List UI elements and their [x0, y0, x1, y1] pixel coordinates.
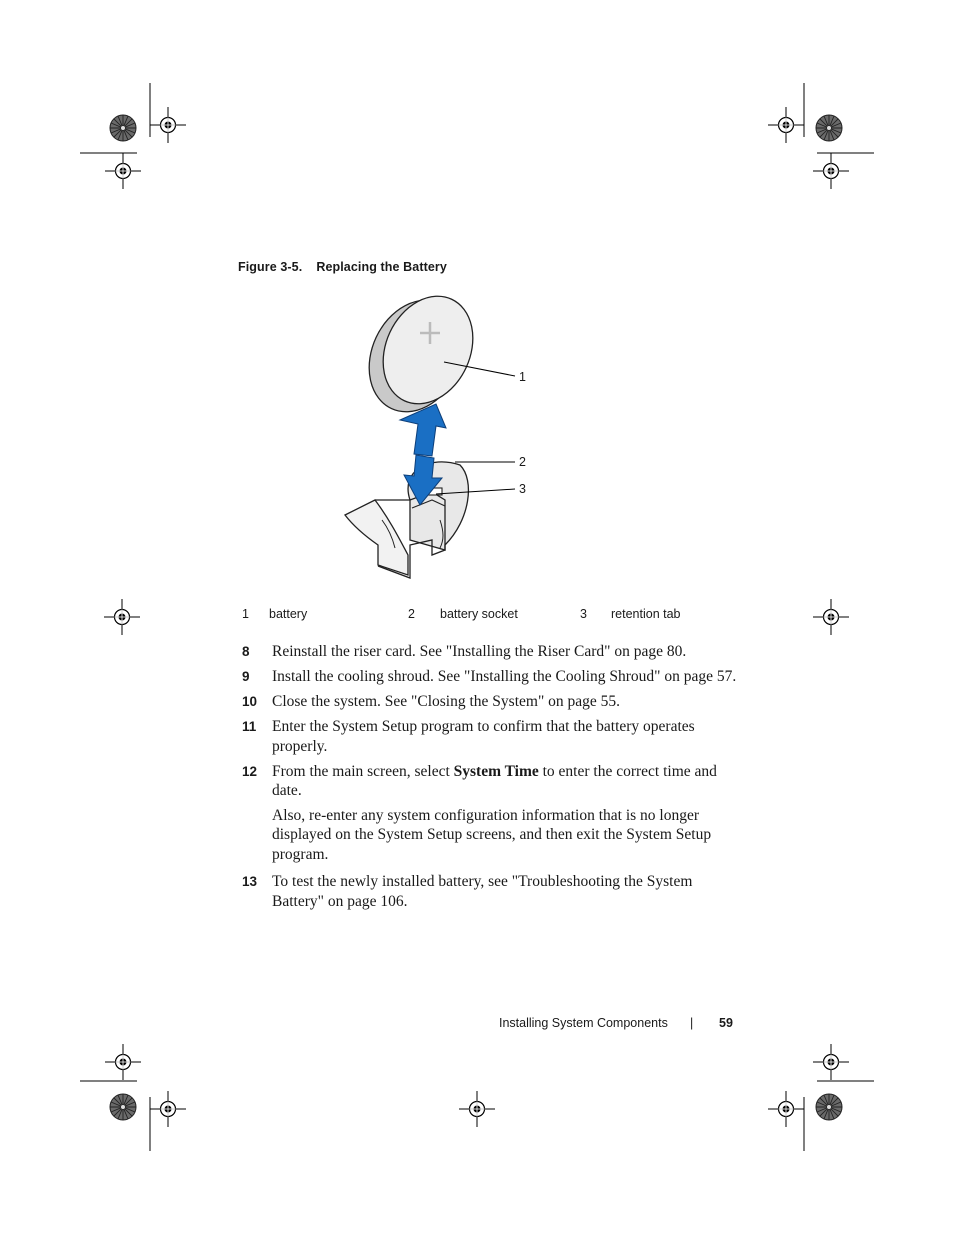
battery-illustration	[330, 285, 550, 585]
footer-section-title: Installing System Components	[499, 1016, 668, 1030]
callout-2: 2	[519, 455, 526, 469]
step-number: 8	[242, 644, 250, 659]
step-13	[242, 872, 742, 911]
step-10	[242, 692, 742, 712]
figure-caption	[238, 260, 447, 274]
menu-option-system-time: System Time	[453, 762, 539, 780]
procedure-steps	[242, 642, 742, 917]
legend-text-battery-socket: battery socket	[440, 607, 518, 621]
step-12	[242, 762, 742, 865]
legend-num-2: 2	[408, 607, 415, 621]
footer-separator: |	[690, 1016, 694, 1030]
legend-num-3: 3	[580, 607, 587, 621]
step-text: Close the system. See "Closing the System" on page 55.	[272, 693, 621, 710]
step-11	[242, 717, 742, 756]
step-number: 13	[242, 874, 258, 889]
callout-3: 3	[519, 482, 526, 496]
figure-title: Replacing the Battery	[316, 260, 447, 274]
step-note: Also, re-enter any system configuration information that is no longer displayed on the System Setup screens, and then exit the System Setup program.	[272, 806, 712, 863]
legend-text-retention-tab: retention tab	[611, 607, 681, 621]
figure-label: Figure 3-5.	[238, 260, 303, 274]
step-text-pre: From the main screen, select	[272, 762, 454, 780]
step-text	[272, 762, 742, 801]
legend-num-1: 1	[242, 607, 249, 621]
step-9	[242, 667, 742, 687]
step-number: 10	[242, 694, 258, 709]
step-8	[242, 642, 742, 662]
callout-1: 1	[519, 370, 526, 384]
step-text: Install the cooling shroud. See "Installing the Cooling Shroud" on page 57.	[272, 668, 737, 685]
legend-text-battery: battery	[269, 607, 308, 621]
step-text: Reinstall the riser card. See "Installing the Riser Card" on page 80.	[272, 643, 687, 660]
coin-battery-drawing	[352, 285, 490, 427]
step-number: 12	[242, 763, 258, 779]
step-text: Enter the System Setup program to confirm that the battery operates properly.	[272, 718, 695, 755]
step-number: 9	[242, 669, 250, 684]
step-text-post: to enter the correct time and date.	[272, 762, 717, 799]
step-text: To test the newly installed battery, see "Troubleshooting the System Battery" on page 106.	[272, 873, 693, 910]
step-number: 11	[242, 719, 257, 734]
page-number: 59	[719, 1016, 733, 1030]
